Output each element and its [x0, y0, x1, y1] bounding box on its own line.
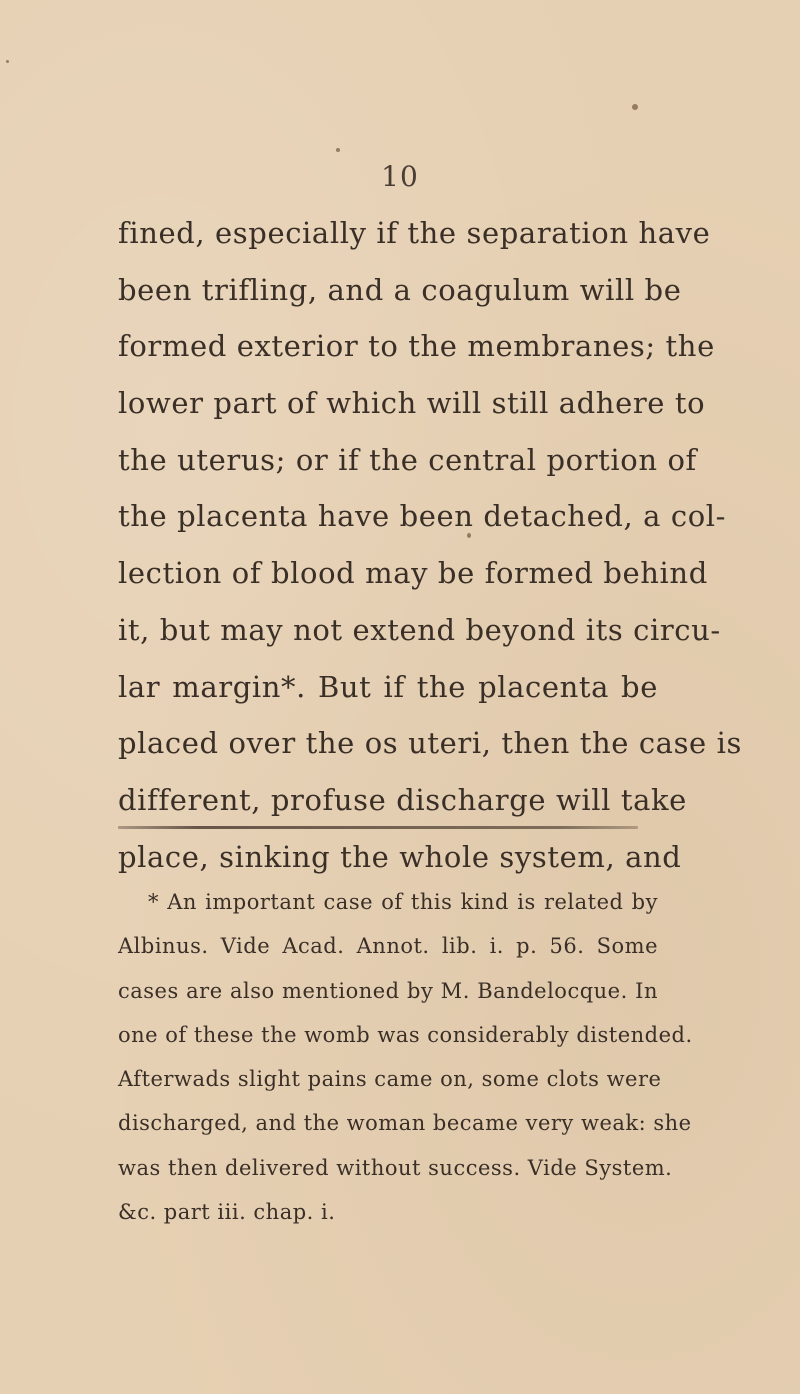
- footnote-line: * An important case of this kind is related by: [148, 890, 658, 914]
- footnote-line: Albinus. Vide Acad. Annot. lib. i. p. 56. Some: [118, 934, 658, 959]
- footnote-line: discharged, and the woman became very weak: she: [118, 1111, 692, 1136]
- body-text: [118, 205, 742, 885]
- text-line: fined, especially if the separation have: [118, 216, 711, 250]
- paper-speck: [336, 148, 340, 152]
- paper-speck: [6, 60, 9, 63]
- text-line: placed over the os uteri, then the case is: [118, 726, 742, 761]
- text-line: it, but may not extend beyond its circu-: [118, 612, 721, 647]
- paper-speck: [632, 104, 638, 110]
- footnote-separator-rule: [118, 826, 638, 829]
- footnote-line: one of these the womb was considerably distended.: [118, 1022, 693, 1047]
- footnote-line: &c. part iii. chap. i.: [118, 1200, 336, 1225]
- text-line: been trifling, and a coagulum will be: [118, 272, 682, 307]
- footnote-line: Afterwads slight pains came on, some clots were: [118, 1067, 662, 1092]
- text-line: the placenta have been detached, a col-: [118, 499, 727, 534]
- text-line: the uterus; or if the central portion of: [118, 442, 697, 477]
- footnote-line: was then delivered without success. Vide System.: [118, 1155, 673, 1180]
- text-line: lection of blood may be formed behind: [118, 556, 708, 591]
- text-line: lar margin*. But if the placenta be: [118, 669, 658, 704]
- page-number: 10: [381, 160, 419, 193]
- footnote: [118, 880, 693, 1234]
- text-line: different, profuse discharge will take: [118, 782, 687, 817]
- footnote-line: cases are also mentioned by M. Bandelocque. In: [118, 978, 658, 1003]
- text-line: place, sinking the whole system, and: [118, 839, 682, 874]
- text-line: formed exterior to the membranes; the: [118, 329, 715, 364]
- text-line: lower part of which will still adhere to: [118, 386, 706, 421]
